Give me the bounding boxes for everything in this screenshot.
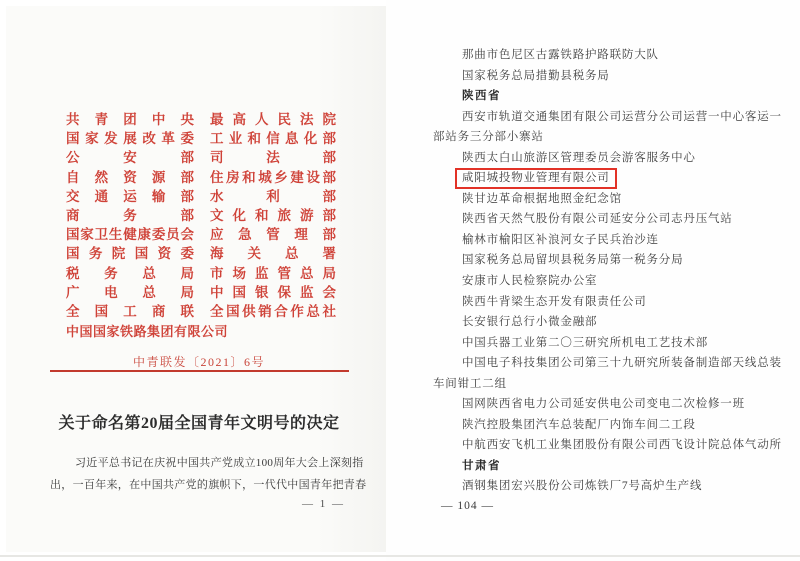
award-entry-line: 安康市人民检察院办公室	[462, 275, 598, 288]
body-paragraph-line: 出，一百年来，在中国共产党的旗帜下，一代代中国青年把青春	[50, 479, 367, 491]
body-paragraph-line: 习近平总书记在庆祝中国共产党成立100周年大会上深刻指	[75, 457, 364, 469]
award-entry-line: 中国兵器工业第二〇三研究所机电工艺技术部	[462, 336, 708, 349]
agency-name: 住房和城乡建设部	[210, 169, 336, 185]
award-list	[433, 45, 793, 497]
agency-row	[66, 168, 336, 187]
agency-name: 国家卫生健康委员会	[66, 227, 194, 243]
award-entry-line: 国家税务总局留坝县税务局第一税务分局	[462, 254, 684, 267]
agency-name: 税务总局	[66, 265, 194, 281]
agency-name: 商务部	[66, 207, 194, 223]
agency-name: 工业和信息化部	[210, 131, 336, 147]
award-entry-line: 陕汽控股集团汽车总装配厂内饰车间二工段	[462, 418, 696, 431]
agency-name: 海关总署	[210, 246, 336, 262]
award-entry-line: 西安市轨道交通集团有限公司运营分公司运营一中心客运一	[462, 110, 782, 123]
document-title: 关于命名第20届全国青年文明号的决定	[58, 415, 340, 432]
agency-row	[66, 110, 336, 129]
agency-row	[66, 225, 336, 244]
agency-name: 共青团中央	[66, 112, 194, 127]
agency-name: 水利部	[210, 188, 336, 204]
award-entry-line: 榆林市榆阳区补浪河女子民兵治沙连	[462, 233, 659, 246]
award-entry-line: 那曲市色尼区古露铁路护路联防大队	[462, 49, 659, 61]
award-entry-line: 国家税务总局措勤县税务局	[462, 69, 610, 82]
agency-name: 国务院国资委	[66, 246, 194, 262]
agency-row	[66, 302, 336, 321]
scan-edge-bottom	[0, 555, 800, 557]
agency-name: 公安部	[66, 150, 194, 166]
document-page-left	[6, 6, 386, 552]
agency-name: 全国供销合作总社	[210, 303, 336, 319]
red-divider	[50, 370, 349, 372]
award-entry-highlighted	[433, 168, 793, 189]
agency-name: 中国银保监会	[210, 284, 336, 300]
award-entry-line: 陕西牛背梁生态开发有限责任公司	[462, 295, 647, 308]
award-entry-line: 酒钢集团宏兴股份公司炼铁厂7号高炉生产线	[462, 480, 703, 493]
agency-row	[66, 187, 336, 206]
agency-name: 国家发展改革委	[66, 131, 194, 147]
agency-row	[66, 129, 336, 148]
page-number-right: — 104 —	[441, 500, 494, 512]
agency-row	[66, 264, 336, 283]
document-number: 中青联发〔2021〕6号	[132, 355, 265, 369]
award-entry-line: 陕西省天然气股份有限公司延安分公司志丹压气站	[462, 213, 733, 226]
page-number-left: — 1 —	[302, 498, 345, 510]
agency-name: 文化和旅游部	[210, 207, 336, 223]
province-heading: 甘肃省	[462, 459, 501, 472]
agency-row	[66, 244, 336, 263]
award-entry-line: 部站务三分部小寨站	[433, 131, 544, 144]
agency-list	[66, 110, 336, 339]
agency-row	[66, 148, 336, 167]
agency-name: 应急管理部	[210, 227, 336, 243]
agency-name-full-line: 中国国家铁路集团有限公司	[66, 324, 229, 340]
agency-name: 自然资源部	[66, 169, 194, 185]
agency-name: 交通运输部	[66, 188, 194, 204]
award-entry-line: 车间钳工二组	[433, 377, 507, 390]
province-heading: 陕西省	[462, 90, 501, 103]
award-entry-line: 中航西安飞机工业集团股份有限公司西飞设计院总体气动所	[462, 439, 782, 452]
award-entry-line: 陕西太白山旅游区管理委员会游客服务中心	[462, 151, 696, 164]
agency-name: 广电总局	[66, 284, 194, 300]
agency-name: 最高人民法院	[210, 112, 336, 127]
award-entry-line: 长安银行总行小微金融部	[462, 316, 598, 329]
agency-row	[66, 283, 336, 302]
agency-name: 全国工商联	[66, 303, 194, 319]
award-entry-line: 陕甘边革命根据地照金纪念馆	[462, 192, 622, 205]
document-page-right	[386, 0, 800, 561]
award-entry-line: 中国电子科技集团公司第三十九研究所装备制造部天线总装	[462, 357, 782, 370]
award-entry-line: 国网陕西省电力公司延安供电公司变电二次检修一班	[462, 398, 745, 411]
agency-row	[66, 206, 336, 225]
highlight-box: 咸阳城投物业管理有限公司	[455, 168, 617, 189]
agency-name: 司法部	[210, 150, 336, 166]
agency-name: 市场监管总局	[210, 265, 336, 281]
